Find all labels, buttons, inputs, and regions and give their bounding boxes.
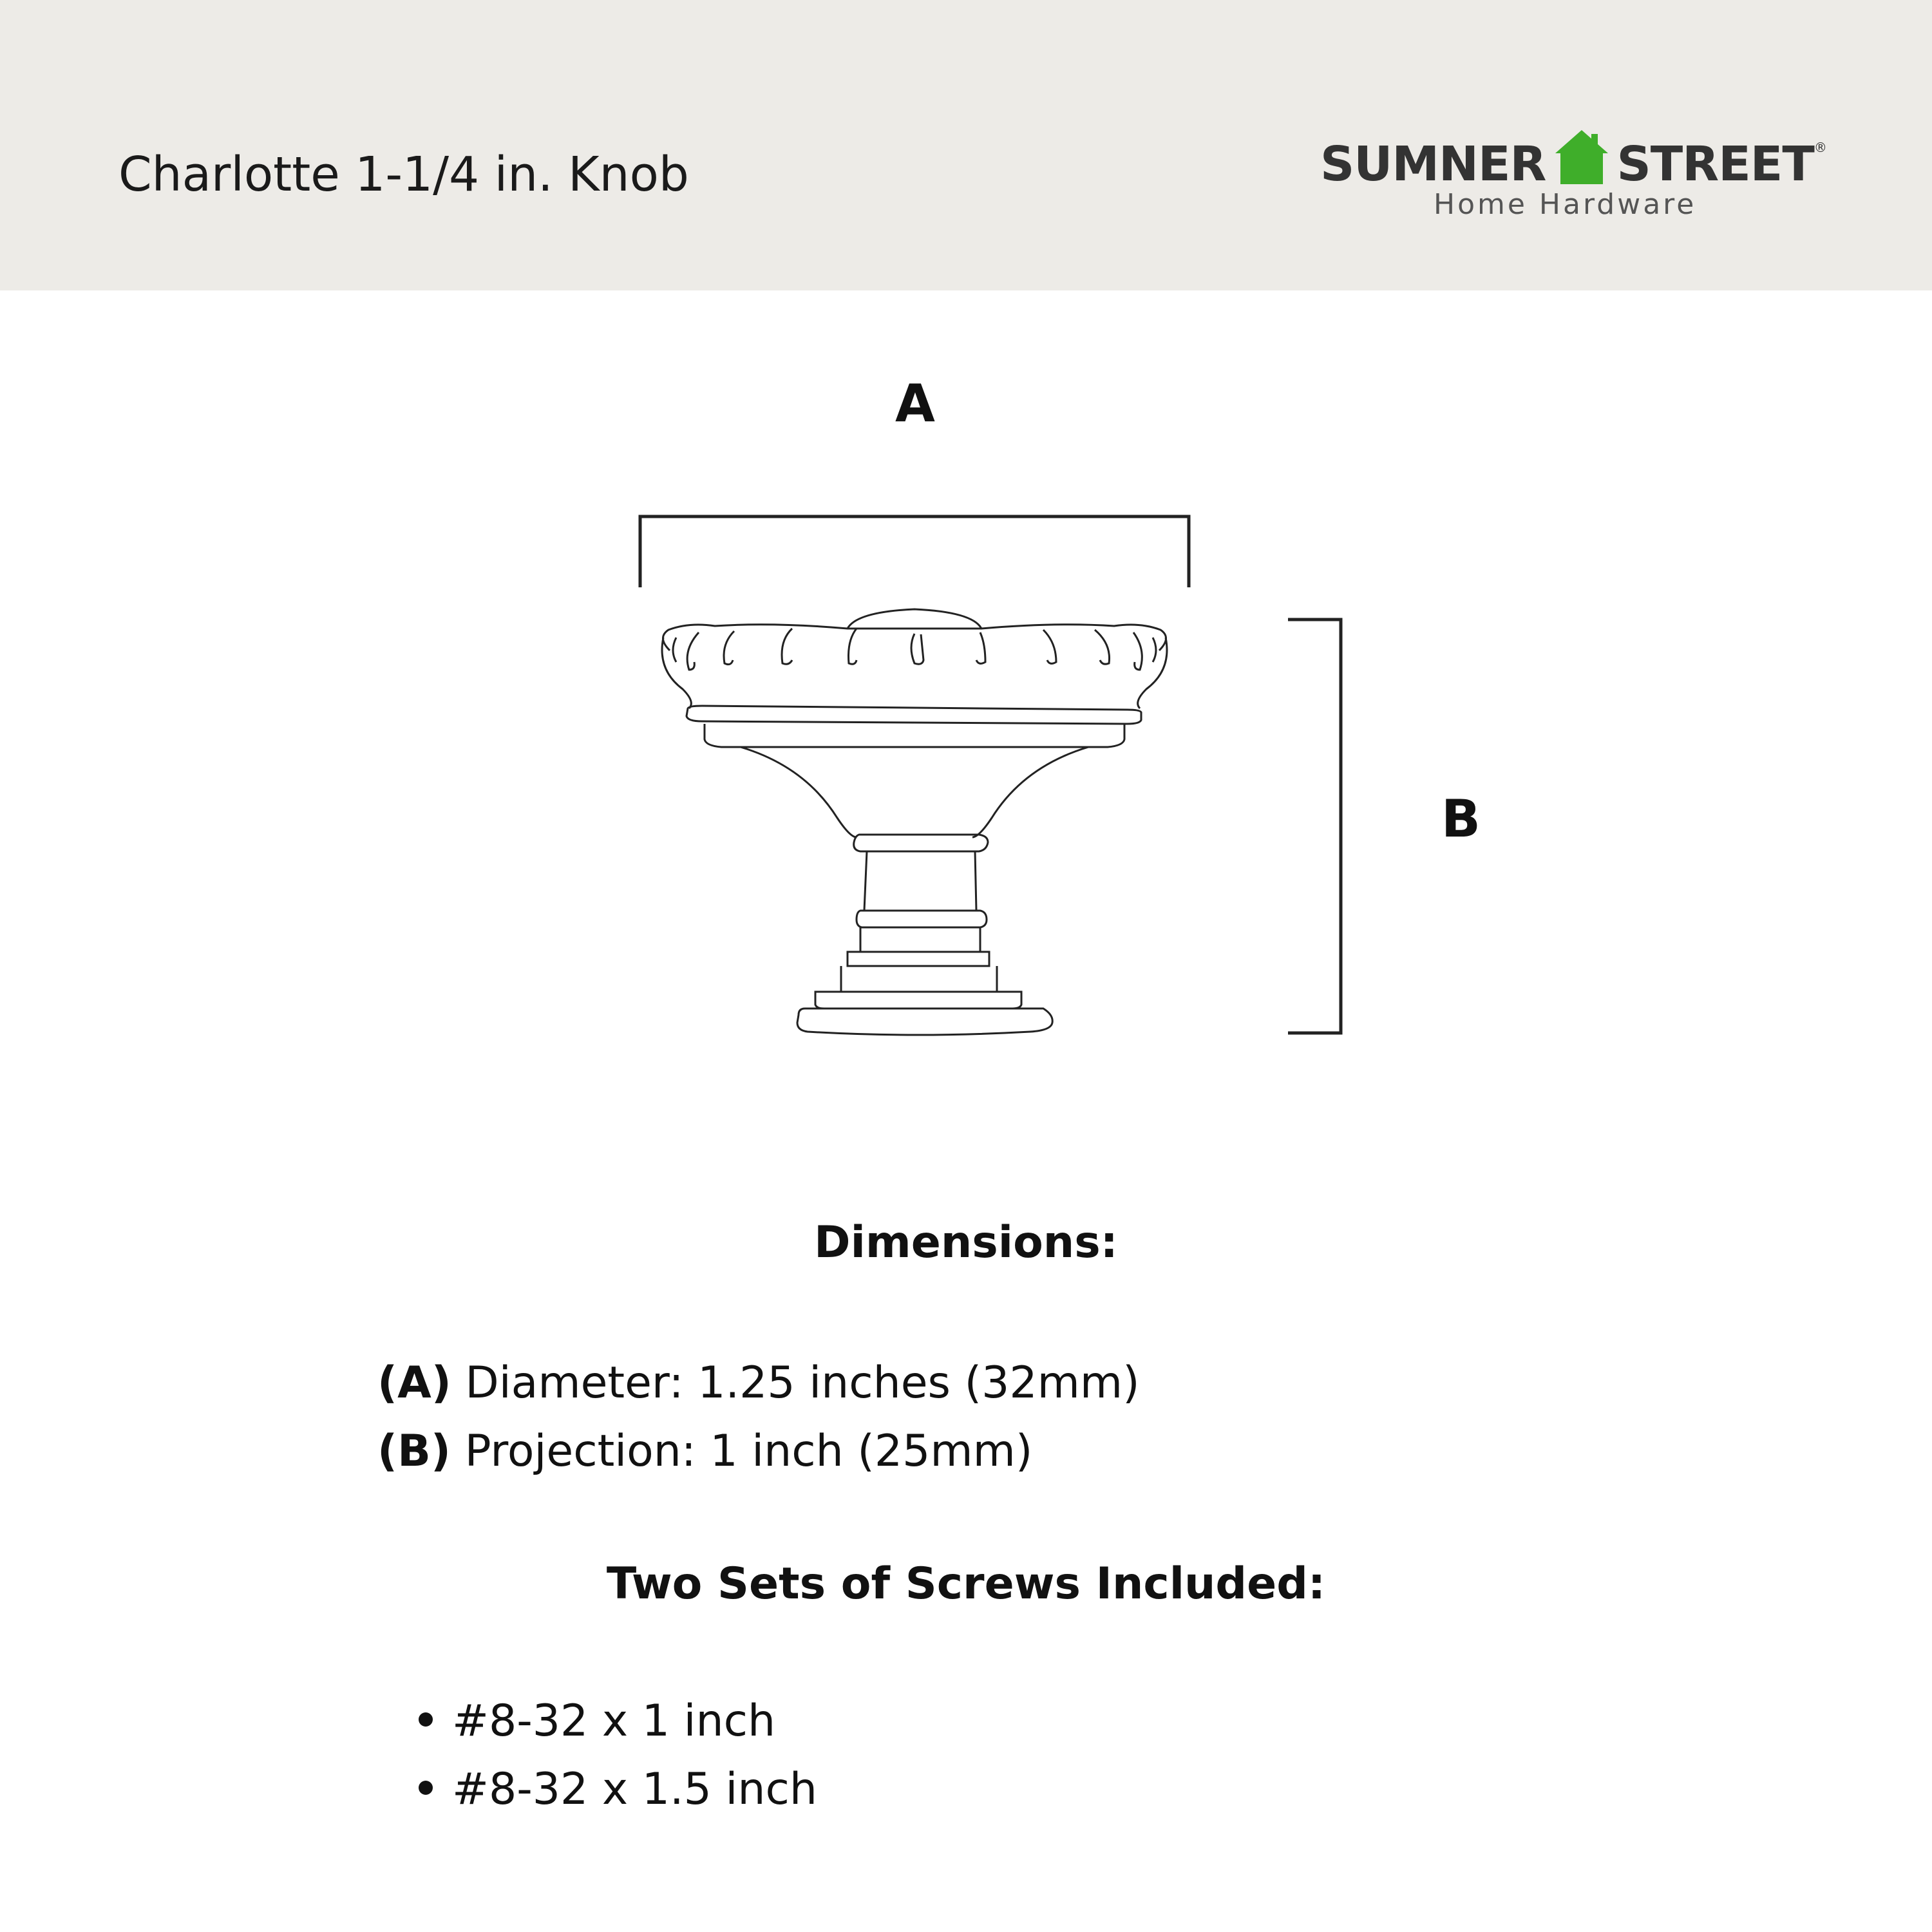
bracket-a (640, 516, 1189, 587)
registered-mark: ® (1814, 140, 1826, 155)
bullet-icon (419, 1712, 433, 1727)
brand-name-left: SUMNER (1320, 137, 1546, 192)
brand-name-right: STREET (1616, 137, 1814, 192)
list-item (419, 1687, 817, 1756)
dimension-row-b (377, 1417, 1140, 1486)
product-title: Charlotte 1-1/4 in. Knob (118, 147, 689, 202)
dimension-key: (A) (377, 1358, 451, 1408)
dimension-key: (B) (377, 1426, 451, 1477)
bracket-b (1288, 620, 1341, 1033)
screw-spec: #8-32 x 1.5 inch (452, 1764, 818, 1815)
dimension-value: Projection: 1 inch (25mm) (464, 1426, 1033, 1477)
screws-heading: Two Sets of Screws Included: (606, 1558, 1326, 1609)
screw-spec: #8-32 x 1 inch (452, 1696, 776, 1747)
knob-drawing (662, 609, 1167, 1035)
dimensions-list (377, 1349, 1140, 1486)
list-item (419, 1756, 817, 1824)
dimension-row-a (377, 1349, 1140, 1417)
bullet-icon (419, 1781, 433, 1795)
dimension-value: Diameter: 1.25 inches (32mm) (465, 1358, 1140, 1408)
screws-list (419, 1687, 817, 1824)
dimension-label-b: B (1441, 789, 1481, 849)
dimension-label-a: A (895, 374, 935, 433)
dimensions-heading: Dimensions: (814, 1217, 1118, 1268)
brand-tagline: Home Hardware (1434, 188, 1697, 221)
